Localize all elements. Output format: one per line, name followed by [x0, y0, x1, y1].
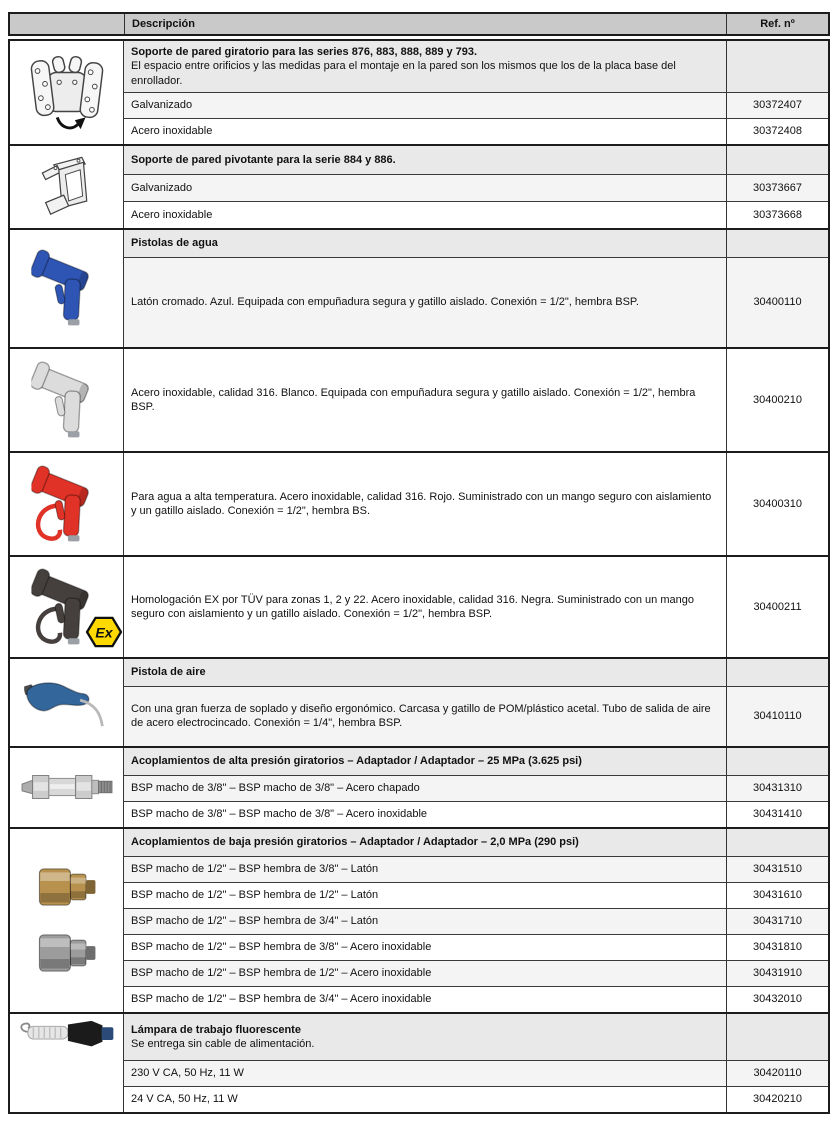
product-row-ref: 30373668 [726, 201, 828, 228]
water-gun-blue-image [31, 247, 103, 329]
section-title: Lámpara de trabajo fluorescente [131, 1023, 301, 1036]
product-row-ref: 30420110 [726, 1060, 828, 1086]
section-title-row [124, 659, 726, 686]
coupling-brass-image [36, 862, 98, 912]
ref-cell-empty [726, 41, 828, 92]
water-gun-black-ex-image [31, 566, 113, 648]
product-row-description: BSP macho de 3/8" – BSP macho de 3/8" – Acero chapado [124, 775, 726, 801]
product-image-cell [10, 1014, 124, 1112]
product-row-ref: 30373667 [726, 174, 828, 201]
product-row-description: Para agua a alta temperatura. Acero inoxidable, calidad 316. Rojo. Suministrado con un mango seguro con aislamiento y un gatillo aislado. Conexión = 1/2", hembra BS. [124, 453, 726, 555]
section-title: Acoplamientos de alta presión giratorios – Adaptador / Adaptador – 25 MPa (3.625 psi) [131, 755, 582, 768]
product-row-description: Acero inoxidable [124, 118, 726, 144]
section-title-row [124, 748, 726, 775]
product-row-ref: 30431810 [726, 934, 828, 960]
product-image-cell [10, 829, 124, 1012]
product-row-ref: 30431710 [726, 908, 828, 934]
product-image-cell [10, 748, 124, 827]
product-row-description: Galvanizado [124, 174, 726, 201]
ref-cell-empty [726, 230, 828, 257]
ref-cell-empty [726, 829, 828, 856]
product-row-description: 24 V CA, 50 Hz, 11 W [124, 1086, 726, 1112]
product-row-description: BSP macho de 3/8" – BSP macho de 3/8" – Acero inoxidable [124, 801, 726, 827]
ref-cell-empty [726, 748, 828, 775]
product-row-ref: 30400310 [726, 453, 828, 555]
ref-cell-empty [726, 659, 828, 686]
product-section [10, 827, 828, 1012]
product-row-ref: 30431410 [726, 801, 828, 827]
product-image-cell [10, 41, 124, 144]
product-section [10, 555, 828, 657]
product-row-ref: 30410110 [726, 686, 828, 746]
pivot-wall-bracket-image [34, 150, 100, 224]
product-row-description: Acero inoxidable, calidad 316. Blanco. Equipada con empuñadura segura y gatillo aislado. Conexión = 1/2", hembra BSP. [124, 349, 726, 451]
product-section [10, 41, 828, 144]
product-row-ref: 30400110 [726, 257, 828, 347]
product-image-cell [10, 230, 124, 347]
section-title-row [124, 41, 726, 92]
product-row-ref: 30431610 [726, 882, 828, 908]
table-header [8, 12, 830, 36]
product-row-ref: 30420210 [726, 1086, 828, 1112]
header-description: Descripción [124, 14, 726, 34]
product-image-cell [10, 659, 124, 746]
section-title-row [124, 146, 726, 174]
product-row-description: BSP macho de 1/2" – BSP hembra de 3/4" – Latón [124, 908, 726, 934]
product-section [10, 1012, 828, 1112]
product-section [10, 657, 828, 746]
product-row-description: BSP macho de 1/2" – BSP hembra de 3/8" – Acero inoxidable [124, 934, 726, 960]
header-image-column [10, 14, 124, 34]
product-image-cell [10, 146, 124, 228]
swivel-coupling-steel-image [19, 765, 115, 809]
product-image-cell [10, 557, 124, 657]
ex-badge-text: Ex [94, 624, 113, 641]
product-row-description: BSP macho de 1/2" – BSP hembra de 3/4" – Acero inoxidable [124, 986, 726, 1012]
product-row-description: Acero inoxidable [124, 201, 726, 228]
section-title: Soporte de pared giratorio para las series 876, 883, 888, 889 y 793. [131, 46, 478, 58]
product-section [10, 451, 828, 555]
section-title-row [124, 829, 726, 856]
product-row-description: Homologación EX por TÜV para zonas 1, 2 y 22. Acero inoxidable, calidad 316. Negra. Suministrado con un mango seguro con aislamiento y un gatillo aislado. Conexión = 1/2", hembra BSP. [124, 557, 726, 657]
product-section [10, 228, 828, 347]
air-gun-blue-image [24, 675, 110, 729]
product-row-description: Latón cromado. Azul. Equipada con empuñadura segura y gatillo aislado. Conexión = 1/2", hembra BSP. [124, 257, 726, 347]
water-gun-red-image [31, 463, 103, 545]
product-section [10, 144, 828, 228]
product-row-description: Con una gran fuerza de soplado y diseño ergonómico. Carcasa y gatillo de POM/plástico acetal. Tubo de salida de aire de acero electrocincado. Conexión = 1/4", hembra BSP. [124, 686, 726, 746]
product-row-description: Galvanizado [124, 92, 726, 118]
catalog-page [8, 12, 830, 1114]
product-row-description: BSP macho de 1/2" – BSP hembra de 1/2" – Acero inoxidable [124, 960, 726, 986]
product-row-ref: 30372408 [726, 118, 828, 144]
header-ref: Ref. nº [726, 14, 828, 34]
product-row-ref: 30372407 [726, 92, 828, 118]
product-image-cell [10, 453, 124, 555]
section-title: Pistolas de agua [131, 237, 218, 250]
ref-cell-empty [726, 1014, 828, 1060]
section-title: Pistola de aire [131, 666, 206, 679]
section-subtitle: Se entrega sin cable de alimentación. [131, 1037, 315, 1050]
water-gun-white-image [31, 359, 103, 441]
section-title: Acoplamientos de baja presión giratorios – Adaptador / Adaptador – 2,0 MPa (290 psi) [131, 836, 579, 849]
product-row-ref: 30431510 [726, 856, 828, 882]
ex-certification-badge [85, 616, 123, 648]
product-section [10, 347, 828, 451]
product-row-description: BSP macho de 1/2" – BSP hembra de 3/8" – Latón [124, 856, 726, 882]
section-title-row [124, 230, 726, 257]
swivel-wall-bracket-image [26, 47, 108, 137]
product-row-ref: 30431910 [726, 960, 828, 986]
section-subtitle: El espacio entre orificios y las medidas para el montaje en la pared son los mismos que los de la placa base del enrollador. [131, 60, 676, 87]
product-row-description: BSP macho de 1/2" – BSP hembra de 1/2" – Latón [124, 882, 726, 908]
section-title: Soporte de pared pivotante para la serie 884 y 886. [131, 153, 396, 166]
product-row-ref: 30431310 [726, 775, 828, 801]
ref-cell-empty [726, 146, 828, 174]
product-image-cell [10, 349, 124, 451]
product-section [10, 746, 828, 827]
work-lamp-image [17, 1019, 117, 1050]
coupling-stainless-image [36, 928, 98, 978]
product-row-ref: 30400211 [726, 557, 828, 657]
product-row-ref: 30400210 [726, 349, 828, 451]
section-title-row [124, 1014, 726, 1060]
catalog-table [8, 39, 830, 1114]
product-row-ref: 30432010 [726, 986, 828, 1012]
product-row-description: 230 V CA, 50 Hz, 11 W [124, 1060, 726, 1086]
